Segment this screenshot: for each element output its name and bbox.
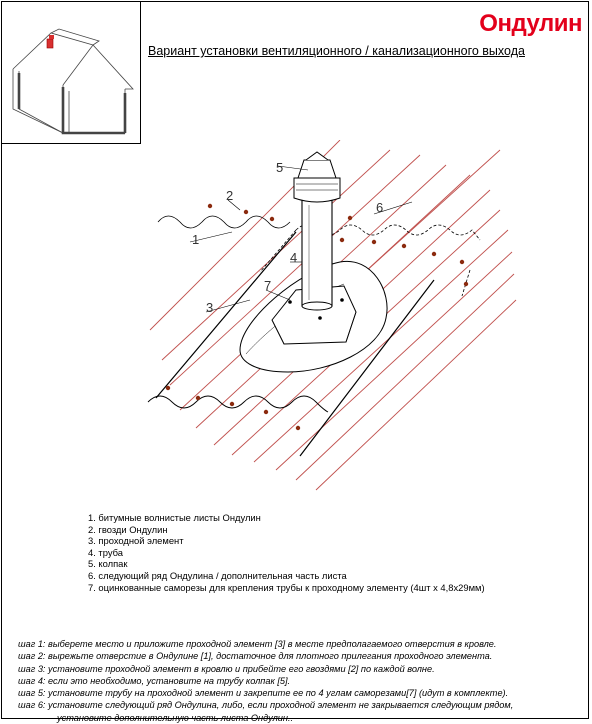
legend-item: 6. следующий ряд Ондулина / дополнительная часть листа bbox=[88, 569, 347, 581]
nail-icon bbox=[296, 426, 300, 430]
step-4: шаг 4: если это необходимо, установите на трубу колпак [5]. bbox=[18, 675, 291, 686]
house-thumbnail bbox=[1, 1, 141, 144]
legend-item: 2. гвозди Ондулин bbox=[88, 523, 168, 535]
legend-item: 1. битумные волнистые листы Ондулин bbox=[88, 512, 261, 523]
nail-icon bbox=[244, 210, 248, 214]
brand-logo-text: Ондулин bbox=[479, 10, 582, 37]
screw-icon bbox=[340, 298, 344, 302]
nail-icon bbox=[264, 410, 268, 414]
legend-item: 3. проходной элемент bbox=[88, 535, 184, 547]
nail-icon bbox=[230, 402, 234, 406]
nail-icon bbox=[196, 396, 200, 400]
house-icon bbox=[1, 1, 141, 144]
legend-item: 4. труба bbox=[88, 546, 123, 558]
installation-diagram bbox=[0, 140, 592, 510]
nail-icon bbox=[340, 238, 344, 242]
step-5: шаг 5: установите трубу на проходной элемент и закрепите ее по 4 углам саморезами[7] (идут в комплекте). bbox=[18, 688, 509, 699]
callout-1: 1 bbox=[192, 232, 200, 247]
step-1: шаг 1: выберете место и приложите проходной элемент [3] в месте предполагаемого отверстия в кровле. bbox=[18, 639, 497, 649]
page-title: Вариант установки вентиляционного / канализационного выхода bbox=[148, 44, 525, 58]
installation-steps bbox=[18, 638, 513, 724]
nail-icon bbox=[460, 260, 464, 264]
callout-3: 3 bbox=[206, 300, 214, 315]
lower-sheet-wave bbox=[148, 396, 328, 412]
step-3: шаг 3: установите проходной элемент в кровлю и прибейте его гвоздями [2] по каждой волне. bbox=[18, 663, 435, 674]
callout-6: 6 bbox=[376, 200, 384, 215]
nail-icon bbox=[464, 282, 468, 286]
legend-item: 7. оцинкованные саморезы для крепления трубы к проходному элементу (4шт х 4,8х29мм) bbox=[88, 581, 485, 593]
step-6: шаг 6: установите следующий ряд Ондулина, либо, если проходной элемент не закрывается следующим рядом, bbox=[18, 700, 514, 711]
nail-icon bbox=[372, 240, 376, 244]
brand-logo bbox=[479, 10, 582, 38]
step-6-continued: установите дополнительную часть листа Ондулин.. bbox=[57, 712, 294, 723]
parts-legend bbox=[88, 512, 485, 593]
nail-icon bbox=[166, 386, 170, 390]
step-2: шаг 2: вырежьте отверстие в Ондулине [1], достаточное для плотного прилегания проходного элемента. bbox=[18, 651, 493, 662]
legend-item: 5. колпак bbox=[88, 558, 128, 570]
pipe bbox=[302, 200, 332, 310]
cap bbox=[294, 152, 340, 202]
nail-icon bbox=[432, 252, 436, 256]
callout-4: 4 bbox=[290, 250, 298, 265]
callout-2: 2 bbox=[226, 188, 234, 203]
screw-icon bbox=[318, 316, 322, 320]
nail-icon bbox=[348, 216, 352, 220]
nail-icon bbox=[208, 204, 212, 208]
nail-icon bbox=[402, 244, 406, 248]
screw-icon bbox=[288, 300, 292, 304]
callout-5: 5 bbox=[276, 160, 284, 175]
callout-7: 7 bbox=[264, 278, 272, 293]
nail-icon bbox=[270, 217, 274, 221]
